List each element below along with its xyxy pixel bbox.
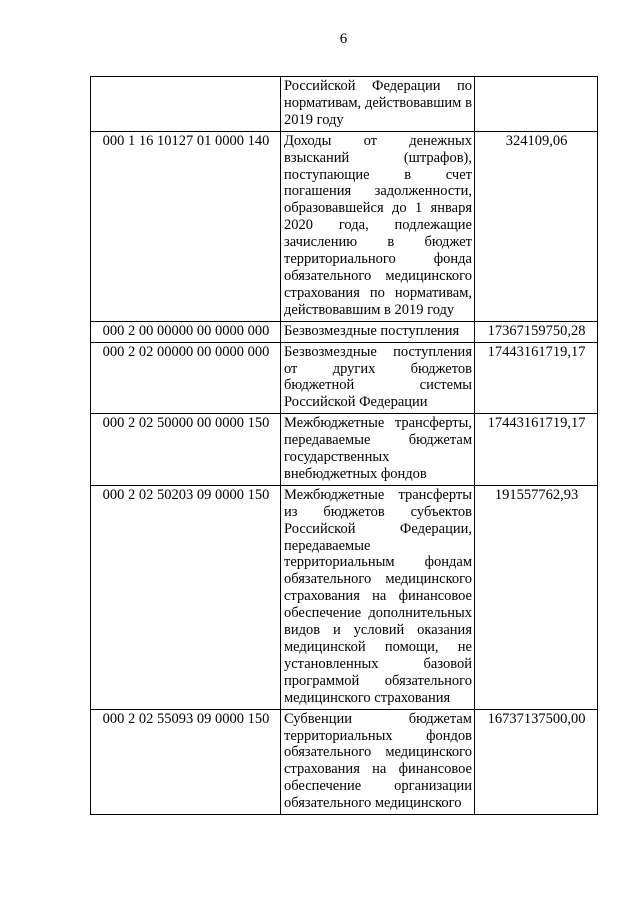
budget-code-cell: 000 2 02 55093 09 0000 150 [91, 709, 281, 814]
description-text: Безвозмездные поступления от других бюджетов бюджетной системы Российской Федерации [284, 343, 472, 411]
description-text: Межбюджетные трансферты из бюджетов субъектов Российской Федерации, передаваемые территориальным фондам обязательного медицинского страхования на финансовое обеспечение дополнительных видов и условий оказания медицинской помощи, не установленных базовой программой обязательного медицинского страхования [284, 486, 472, 706]
table-row [91, 321, 598, 342]
amount-cell: 17367159750,28 [475, 321, 598, 342]
description-cell [281, 131, 475, 321]
description-cell [281, 709, 475, 814]
budget-code-cell: 000 2 02 00000 00 0000 000 [91, 342, 281, 414]
budget-code-cell: 000 1 16 10127 01 0000 140 [91, 131, 281, 321]
table-body [91, 77, 598, 815]
table-row [91, 709, 598, 814]
amount-cell: 191557762,93 [475, 485, 598, 709]
table-row [91, 485, 598, 709]
budget-revenue-table [90, 76, 598, 815]
description-text: Субвенции бюджетам территориальных фондов обязательного медицинского страхования на финансовое обеспечение организации обязательного медицинского [284, 710, 472, 812]
table-row [91, 342, 598, 414]
description-text: Доходы от денежных взысканий (штрафов), поступающие в счет погашения задолженности, образовавшейся до 1 января 2020 года, подлежащие зачислению в бюджет территориального фонда обязательного медицинского страхования по нормативам, действовавшим в 2019 году [284, 132, 472, 318]
budget-code-cell: 000 2 02 50203 09 0000 150 [91, 485, 281, 709]
amount-cell [475, 77, 598, 132]
table-row [91, 131, 598, 321]
budget-code-cell: 000 2 02 50000 00 0000 150 [91, 414, 281, 486]
budget-code-cell [91, 77, 281, 132]
amount-cell: 17443161719,17 [475, 414, 598, 486]
table-row [91, 414, 598, 486]
amount-cell: 16737137500,00 [475, 709, 598, 814]
amount-cell: 324109,06 [475, 131, 598, 321]
budget-code-cell: 000 2 00 00000 00 0000 000 [91, 321, 281, 342]
description-cell [281, 321, 475, 342]
description-text: Межбюджетные трансферты, передаваемые бюджетам государственных внебюджетных фондов [284, 415, 472, 482]
description-cell [281, 77, 475, 132]
table-row [91, 77, 598, 132]
page-number: 6 [339, 31, 348, 47]
amount-cell: 17443161719,17 [475, 342, 598, 414]
description-cell [281, 414, 475, 486]
description-text: Безвозмездные поступления [284, 322, 460, 339]
description-text: Российской Федерации по нормативам, действовавшим в 2019 году [284, 78, 472, 128]
description-cell [281, 342, 475, 414]
description-cell [281, 485, 475, 709]
